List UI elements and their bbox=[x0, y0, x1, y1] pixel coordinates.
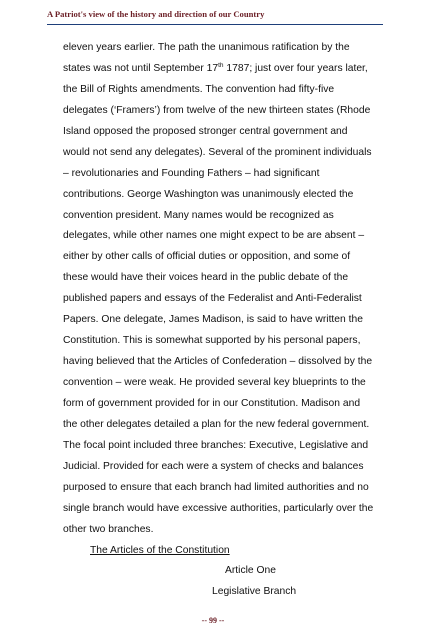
page-number: -- 99 -- bbox=[201, 616, 225, 625]
body-line: convention – were weak. He provided several key blueprints to the bbox=[63, 377, 366, 388]
body-line: convention president. Many names would be recognized as bbox=[63, 209, 334, 221]
body-line: other two branches. bbox=[63, 523, 154, 535]
body-line: delegates, while other names one might expect to be are absent – bbox=[63, 230, 365, 242]
body-line: Island opposed the proposed stronger central government and bbox=[63, 125, 348, 137]
body-line: the other delegates detailed a plan for the new federal government. bbox=[63, 418, 370, 430]
body-line-text: states was not until September 17 bbox=[63, 62, 219, 74]
body-line: either by other calls of official duties or opposition, and some of bbox=[63, 251, 351, 263]
body-line-text: 1787; just over four years later, bbox=[223, 62, 368, 74]
body-text bbox=[63, 38, 393, 603]
body-line: single branch would have excessive authorities, particularly over the bbox=[63, 502, 374, 514]
body-line: Papers. One delegate, James Madison, is said to have written the bbox=[63, 314, 363, 326]
body-line: the Bill of Rights amendments. The convention had fifty-five bbox=[63, 83, 335, 95]
body-line: Constitution. This is somewhat supported by his personal papers, bbox=[63, 335, 361, 347]
body-line: – revolutionaries and Founding Fathers – had significant bbox=[63, 167, 320, 179]
body-line: Judicial. Provided for each were a system of checks and balances bbox=[63, 460, 364, 472]
ordinal-suffix: th bbox=[218, 61, 224, 69]
body-line: form of government provided for in our Constitution. Madison and bbox=[63, 397, 361, 409]
body-line: having believed that the Articles of Confederation – dissolved by the bbox=[63, 356, 373, 368]
body-line bbox=[63, 59, 393, 80]
body-line: contributions. George Washington was unanimously elected the bbox=[63, 188, 354, 200]
running-header: A Patriot's view of the history and direction of our Country bbox=[47, 9, 265, 19]
body-line: The focal point included three branches: Executive, Legislative and bbox=[63, 439, 369, 451]
body-line: would not send any delegates). Several of the prominent individuals bbox=[63, 146, 372, 158]
section-link[interactable]: The Articles of the Constitution bbox=[90, 544, 230, 556]
body-line: delegates (‘Framers’) from twelve of the new thirteen states (Rhode bbox=[63, 104, 371, 116]
body-line: purposed to ensure that each branch had limited authorities and no bbox=[63, 481, 369, 493]
body-line: published papers and essays of the Federalist and Anti-Federalist bbox=[63, 293, 362, 305]
body-line: these would have their voices heard in the public debate of the bbox=[63, 272, 349, 284]
body-line: eleven years earlier. The path the unanimous ratification by the bbox=[63, 42, 350, 53]
article-heading: Article One bbox=[225, 565, 276, 577]
branch-heading: Legislative Branch bbox=[212, 586, 297, 598]
header-rule bbox=[47, 24, 383, 25]
